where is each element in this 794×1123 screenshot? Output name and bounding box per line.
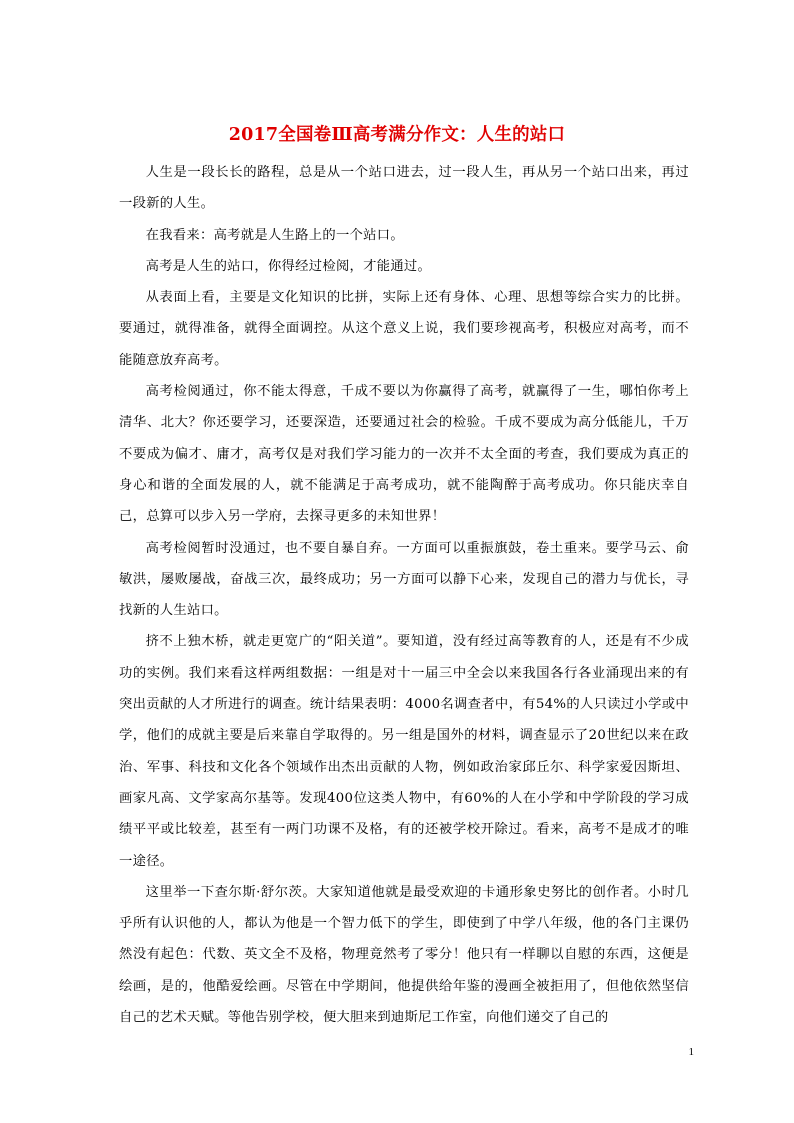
document-title: 2017全国卷Ⅲ高考满分作文：人生的站口 — [228, 125, 566, 145]
paragraph: 高考是人生的站口，你得经过检阅，才能通过。 — [145, 258, 432, 274]
paragraph: 从表面上看，主要是文化知识的比拼，实际上还有身体、心理、思想等综合实力的比拼。要通过，就得准备，就得全面调控。从这个意义上说，我们要珍视高考，积极应对高考，而不能随意放弃高考。 — [119, 290, 689, 368]
paragraph: 在我看来：高考就是人生路上的一个站口。 — [145, 227, 404, 243]
document-body — [119, 157, 689, 1033]
paragraph: 这里举一下查尔斯·舒尔茨。大家知道他就是最受欢迎的卡通形象史努比的创作者。小时几乎所有认识他的人，都认为他是一个智力低下的学生，即使到了中学八年级，他的各门主课仍然没有起色：代数、英文全不及格，物理竟然考了零分！他只有一样聊以自慰的东西，这便是绘画，是的，他酷爱绘画。尽管在中学期间，他提供给年鉴的漫画全被拒用了，但他依然坚信自己的艺术天赋。等他告别学校，便大胆来到迪斯尼工作室，向他们递交了自己的 — [119, 884, 689, 1026]
paragraph: 高考检阅暂时没通过，也不要自暴自弃。一方面可以重振旗鼓，卷土重来。要学马云、俞敏洪，屡败屡战，奋战三次，最终成功；另一方面可以静下心来，发现自己的潜力与优长，寻找新的人生站口。 — [119, 540, 689, 619]
paragraph: 高考检阅通过，你不能太得意，千成不要以为你赢得了高考，就赢得了一生，哪怕你考上清华、北大？你还要学习，还要深造，还要通过社会的检验。千成不要成为高分低能儿，千万不要成为偏才、庸才，高考仅是对我们学习能力的一次并不太全面的考查，我们要成为真正的身心和谐的全面发展的人，就不能满足于高考成功，就不能陶醉于高考成功。你只能庆幸自己，总算可以步入另一学府，去探寻更多的未知世界！ — [119, 384, 689, 525]
paragraph: 人生是一段长长的路程，总是从一个站口进去，过一段人生，再从另一个站口出来，再过一段新的人生。 — [119, 165, 689, 212]
paragraph: 挤不上独木桥，就走更宽广的“阳关道”。要知道，没有经过高等教育的人，还是有不少成功的实例。我们来看这样两组数据：一组是对十一届三中全会以来我国各行各业涌现出来的有突出贡献的人才所进行的调查。统计结果表明：4000名调查者中，有54%的人只读过小学或中学，他们的成就主要是后来靠自学取得的。另一组是国外的材料，调查显示了20世纪以来在政治、军事、科技和文化各个领域作出杰出贡献的人物，例如政治家邱丘尔、科学家爱因斯坦、画家凡高、文学家高尔基等。发现400位这类人物中，有60%的人在小学和中学阶段的学习成绩平平或比较差，甚至有一两门功课不及格，有的还被学校开除过。看来，高考不是成才的唯一途径。 — [119, 634, 689, 869]
page-number: 1 — [688, 1046, 694, 1058]
